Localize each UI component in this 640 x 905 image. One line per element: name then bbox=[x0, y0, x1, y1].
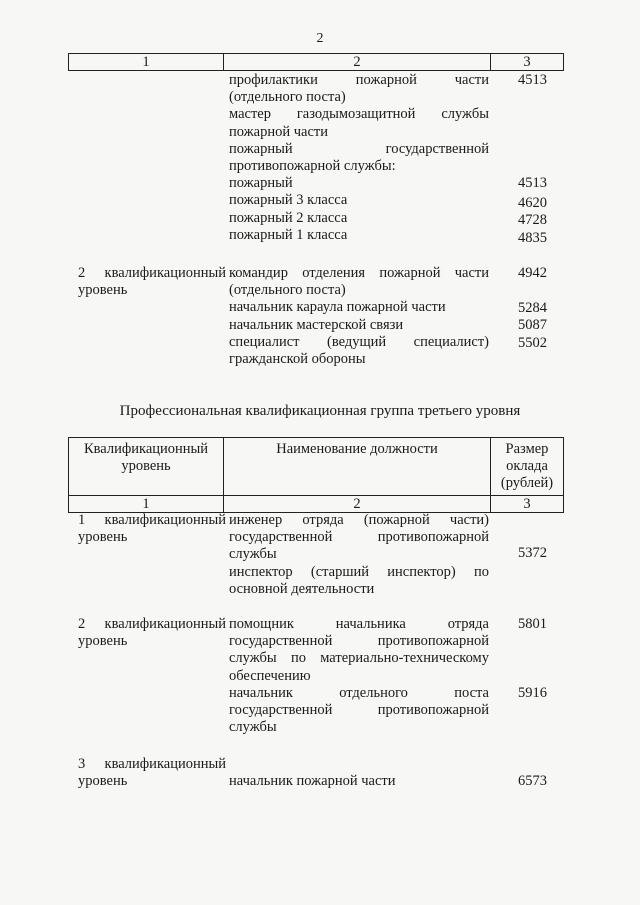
level2-positions bbox=[229, 265, 489, 368]
salary-value: 4620 bbox=[518, 195, 547, 211]
position-line: (отдельного поста) bbox=[229, 89, 346, 106]
position-line: начальник мастерской связи bbox=[229, 316, 404, 333]
salary-value: 5372 bbox=[518, 545, 547, 561]
position-line: гражданской обороны bbox=[229, 351, 366, 368]
position-line: командир отделения пожарной части bbox=[229, 265, 489, 281]
section-title: Профессиональная квалификационная группа третьего уровня bbox=[119, 403, 521, 419]
position-line: службы bbox=[229, 546, 277, 563]
position-line: основной деятельности bbox=[229, 580, 375, 597]
position-line: государственной противопожарной bbox=[229, 529, 489, 546]
position-line: обеспечению bbox=[229, 667, 311, 684]
position-line: пожарный 2 класса bbox=[229, 209, 348, 226]
salary-value: 6573 bbox=[518, 773, 547, 789]
position-line: противопожарной службы: bbox=[229, 158, 396, 175]
position-line: профилактики пожарной части bbox=[229, 72, 489, 88]
col3-header: 3 bbox=[491, 54, 564, 71]
position-line: пожарный государственной bbox=[229, 140, 489, 157]
position-line: инженер отряда (пожарной части) bbox=[229, 512, 489, 528]
col2-header: 2 bbox=[224, 54, 491, 71]
header-position: Наименование должности bbox=[224, 438, 491, 496]
qualification-level: 3 квалификационный уровень bbox=[78, 756, 226, 789]
num-col1: 1 bbox=[69, 496, 224, 513]
position-line: пожарный bbox=[229, 175, 293, 192]
level3-positions bbox=[229, 773, 489, 790]
salary-value: 5087 bbox=[518, 317, 547, 333]
page-number: 2 bbox=[316, 31, 324, 46]
salary-value: 5502 bbox=[518, 335, 547, 351]
header-level: Квалификационный уровень bbox=[69, 438, 224, 496]
position-line: мастер газодымозащитной службы bbox=[229, 106, 489, 123]
salary-value: 4942 bbox=[518, 265, 547, 281]
num-col2: 2 bbox=[224, 496, 491, 513]
position-line: инспектор (старший инспектор) по bbox=[229, 563, 489, 580]
level2-positions bbox=[229, 616, 489, 736]
salary-value: 4728 bbox=[518, 212, 547, 228]
positions-continued bbox=[229, 72, 489, 244]
salary-value: 5801 bbox=[518, 616, 547, 632]
position-line: пожарный 1 класса bbox=[229, 226, 348, 243]
position-line: службы bbox=[229, 719, 277, 736]
position-line: начальник караула пожарной части bbox=[229, 299, 446, 316]
qualification-level: 2 квалификационный уровень bbox=[78, 616, 226, 649]
salary-value: 5284 bbox=[518, 300, 547, 316]
qualification-level: 1 квалификационный уровень bbox=[78, 512, 226, 545]
header-salary: Размер оклада (рублей) bbox=[491, 438, 564, 496]
position-line: начальник пожарной части bbox=[229, 773, 396, 789]
table2-header bbox=[68, 437, 564, 513]
position-line: специалист (ведущий специалист) bbox=[229, 333, 489, 350]
top-table-header bbox=[68, 53, 564, 71]
salary-value: 4513 bbox=[518, 175, 547, 191]
col1-header: 1 bbox=[69, 54, 224, 71]
salary-value: 4513 bbox=[518, 72, 547, 88]
position-line: помощник начальника отряда bbox=[229, 616, 489, 632]
position-line: начальник отдельного поста bbox=[229, 684, 489, 701]
position-line: (отдельного поста) bbox=[229, 282, 346, 299]
position-line: пожарный 3 класса bbox=[229, 192, 348, 209]
salary-value: 5916 bbox=[518, 685, 547, 701]
num-col3: 3 bbox=[491, 496, 564, 513]
level1-positions bbox=[229, 512, 489, 598]
position-line: пожарной части bbox=[229, 123, 329, 140]
position-line: службы по материально-техническому bbox=[229, 650, 489, 667]
position-line: государственной противопожарной bbox=[229, 702, 489, 719]
salary-value: 4835 bbox=[518, 230, 547, 246]
qualification-level: 2 квалификационный уровень bbox=[78, 265, 226, 298]
position-line: государственной противопожарной bbox=[229, 633, 489, 650]
